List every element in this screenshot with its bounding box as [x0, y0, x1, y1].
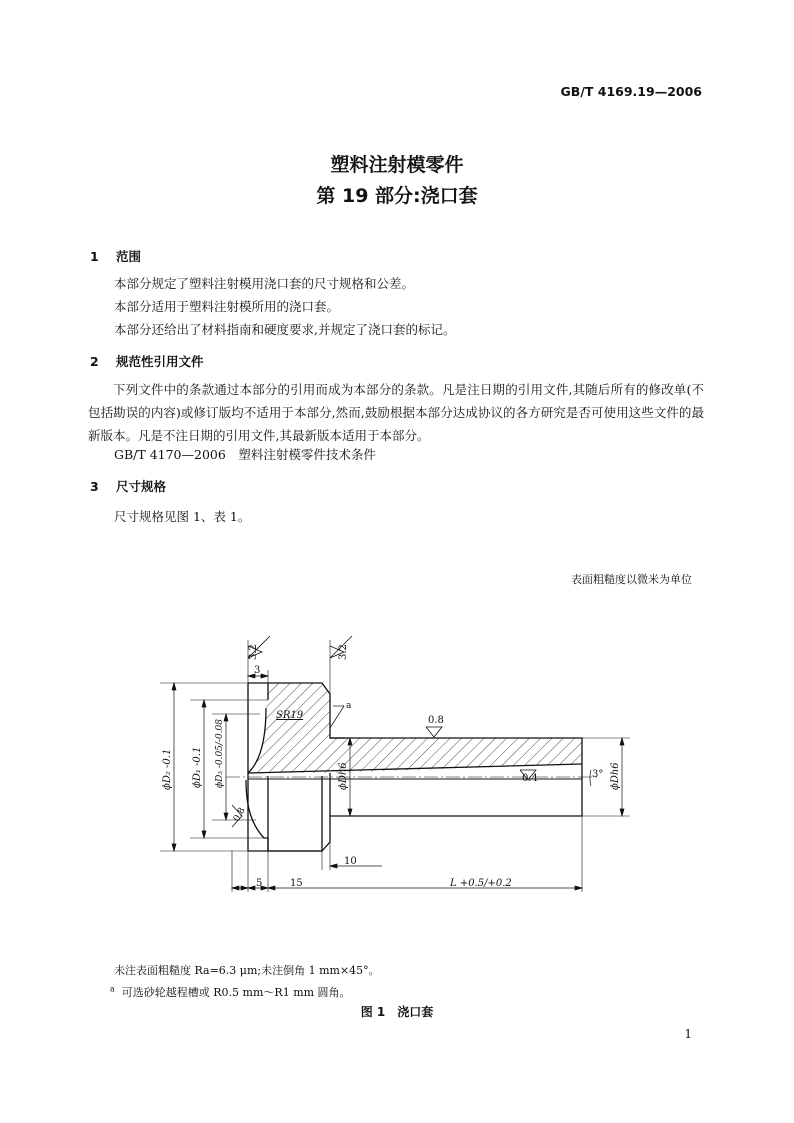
section-2-number: 2 [90, 354, 99, 369]
note-2-marker: a [110, 984, 115, 994]
section-2-reference: GB/T 4170—2006 塑料注射模零件技术条件 [114, 447, 376, 462]
dimension-d3: ϕD₃ -0.05/-0.08 [215, 718, 225, 788]
dimension-5: 5 [256, 878, 263, 889]
section-2-title: 规范性引用文件 [116, 354, 204, 369]
section-3-number: 3 [90, 479, 99, 494]
dimension-d-h6-inner: ϕDh6 [338, 762, 349, 790]
dimension-d1: ϕD₁ -0.1 [192, 746, 203, 788]
dimension-lines [172, 674, 624, 890]
roughness-label-top-right: 3.2 [338, 644, 349, 660]
roughness-label-flange: 0.8 [231, 806, 248, 824]
dimension-d2: ϕD₂ -0.1 [162, 748, 173, 790]
roughness-label-bore: 0.4 [522, 773, 538, 784]
section-1-title: 范围 [116, 249, 142, 264]
figure-note-2 [110, 984, 351, 1000]
dimension-length: L +0.5/+0.2 [450, 878, 512, 889]
dimension-10: 10 [344, 856, 357, 867]
roughness-label-bore-top: 0.8 [428, 715, 444, 726]
note-2-text: 可选砂轮越程槽或 R0.5 mm～R1 mm 圆角。 [121, 986, 351, 999]
taper-angle: 3° [592, 769, 604, 780]
section-1-line-3: 本部分还给出了材料指南和硬度要求,并规定了浇口套的标记。 [114, 322, 456, 337]
document-title-line1: 塑料注射模零件 [330, 154, 464, 176]
section-3-title: 尺寸规格 [116, 479, 167, 494]
page-number: 1 [684, 1027, 692, 1041]
dimension-3: 3 [254, 665, 261, 676]
section-2-paragraph: 下列文件中的条款通过本部分的引用而成为本部分的条款。凡是注日期的引用文件,其随后所有的修改单(不包括勘误的内容)或修订版均不适用于本部分,然而,鼓励根据本部分达成协议的各方研究是否可使用这些文件的最新版本。凡是不注日期的引用文件,其最新版本适用于本部分。 [88, 382, 704, 443]
figure-note-1: 未注表面粗糙度 Ra=6.3 μm;未注倒角 1 mm×45°。 [114, 964, 380, 977]
dimension-15: 15 [290, 878, 303, 889]
section-hatch-upper [248, 683, 582, 773]
section-1-line-2: 本部分适用于塑料注射模所用的浇口套。 [114, 299, 340, 314]
figure-caption: 图 1 浇口套 [360, 1005, 434, 1019]
dimension-d-h6-outer: ϕDh6 [610, 762, 621, 790]
document-title-line2: 第 19 部分:浇口套 [316, 185, 478, 207]
section-1-line-1: 本部分规定了塑料注射模用浇口套的尺寸规格和公差。 [114, 276, 415, 291]
section-1-number: 1 [90, 249, 99, 264]
roughness-label-top-left: 3.2 [248, 644, 259, 660]
standard-code: GB/T 4169.19—2006 [560, 84, 702, 99]
sphere-radius-label: SR19 [276, 710, 304, 721]
note-a-marker: a [346, 701, 352, 711]
section-3-line-1: 尺寸规格见图 1、表 1。 [114, 509, 251, 524]
figure-unit-note: 表面粗糙度以微米为单位 [571, 573, 692, 586]
